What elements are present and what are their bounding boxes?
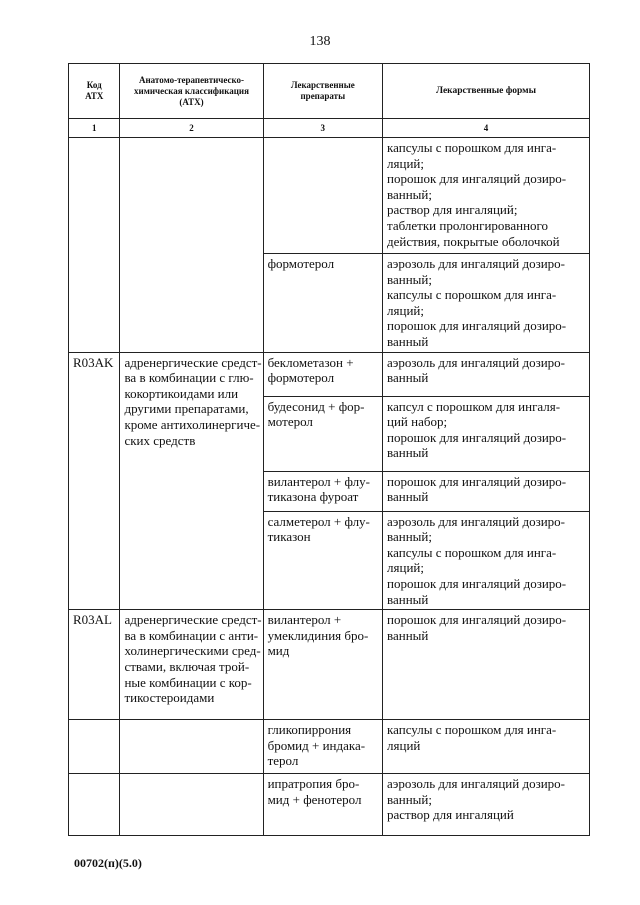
drug-cell (263, 471, 382, 511)
text-line: капсул с порошком для ингаля- (387, 398, 561, 414)
text-line: порошок для ингаляций дозиро- (387, 575, 567, 591)
text-line: ляций; (387, 560, 424, 576)
code-cell: R03AK (69, 352, 120, 610)
classification-cell (120, 138, 263, 353)
text-line: ва в комбинации с глю- (124, 370, 254, 386)
text-line: ванный (387, 489, 429, 505)
text-line: ные комбинации с кор- (124, 674, 252, 690)
text-line: химическая классификация (134, 85, 249, 96)
column-number: 3 (263, 119, 382, 138)
text-line: ских средств (124, 432, 196, 448)
drug-cell (263, 720, 382, 774)
text-line: препараты (300, 91, 346, 101)
header-code-atx (69, 64, 120, 119)
text-line: порошок для ингаляций дозиро- (387, 612, 567, 628)
text-line: мид (267, 643, 290, 659)
text-line: таблетки пролонгированного (387, 217, 549, 233)
text-line: терол (267, 753, 299, 769)
text-line: ванный (387, 445, 429, 461)
text-line: умеклидиния бро- (267, 627, 369, 643)
text-line: порошок для ингаляций дозиро- (387, 171, 567, 187)
text-line: ляций; (387, 155, 424, 171)
page-number: 138 (309, 34, 331, 49)
text-line: ляций; (387, 302, 424, 318)
text-line: тикостероидами (124, 690, 215, 706)
text-line: ванный; (387, 271, 432, 287)
table-row (69, 352, 590, 396)
text-line: Лекарственные (290, 80, 355, 90)
text-line: вилантерол + флу- (267, 473, 370, 489)
text-line: аэрозоль для ингаляций дозиро- (387, 776, 566, 792)
code-cell (69, 720, 120, 774)
classification-cell (120, 720, 263, 774)
drug-cell (263, 774, 382, 836)
text-line: ванный; (387, 791, 432, 807)
code-cell (69, 774, 120, 836)
table-row (69, 610, 590, 720)
text-line: вилантерол + (267, 612, 342, 628)
column-number: 1 (69, 119, 120, 138)
forms-cell (383, 774, 590, 836)
header-drugs (263, 64, 382, 119)
text-line: формотерол (267, 256, 335, 271)
text-line: ва в комбинации с анти- (124, 627, 259, 643)
column-number-row (69, 119, 590, 138)
column-number: 4 (383, 119, 590, 138)
text-line: гликопиррония (267, 722, 352, 738)
text-line: кроме антихолинергиче- (124, 416, 261, 432)
text-line: порошок для ингаляций дозиро- (387, 473, 567, 489)
text-line: аэрозоль для ингаляций дозиро- (387, 513, 566, 529)
text-line: раствор для ингаляций (387, 807, 514, 823)
text-line: будесонид + фор- (267, 398, 365, 414)
forms-cell (383, 254, 590, 353)
text-line: кокортикоидами или (124, 385, 239, 401)
atc-table (68, 63, 590, 836)
table-header-row (69, 64, 590, 119)
drug-cell (263, 138, 382, 254)
column-number: 2 (120, 119, 263, 138)
header-atc-classification (120, 64, 263, 119)
forms-cell (383, 396, 590, 471)
text-line: действия, покрытые оболочкой (387, 233, 560, 249)
text-line: ляций (387, 737, 421, 753)
table-row (69, 774, 590, 836)
text-line: ванный (387, 370, 429, 386)
text-line: тиказона фуроат (267, 489, 359, 505)
text-line: порошок для ингаляций дозиро- (387, 429, 567, 445)
drug-cell (263, 254, 382, 353)
text-line: ипратропия бро- (267, 776, 360, 792)
text-line: ванный (387, 627, 429, 643)
text-line: Код (86, 80, 102, 90)
table-row (69, 138, 590, 254)
text-line: беклометазон + (267, 354, 354, 370)
text-line: ванный (387, 591, 429, 607)
forms-cell (383, 138, 590, 254)
text-line: Лекарственные формы (435, 85, 537, 96)
text-line: капсулы с порошком для инга- (387, 140, 557, 155)
text-line: адренергические средст- (124, 354, 262, 370)
text-line: аэрозоль для ингаляций дозиро- (387, 256, 566, 271)
text-line: капсулы с порошком для инга- (387, 544, 557, 560)
text-line: аэрозоль для ингаляций дозиро- (387, 354, 566, 370)
text-line: ванный; (387, 186, 432, 202)
text-line: мотерол (267, 414, 313, 430)
text-line: другими препаратами, (124, 401, 249, 417)
text-line: капсулы с порошком для инга- (387, 722, 557, 738)
drug-cell (263, 511, 382, 610)
footer-code: 00702(п)(5.0) (74, 856, 142, 870)
text-line: порошок для ингаляций дозиро- (387, 318, 567, 334)
table-row (69, 720, 590, 774)
text-line: салметерол + флу- (267, 513, 370, 529)
classification-cell (120, 610, 263, 720)
text-line: капсулы с порошком для инга- (387, 287, 557, 303)
text-line: адренергические средст- (124, 612, 262, 628)
code-cell: R03AL (69, 610, 120, 720)
text-line: АТХ (85, 91, 104, 101)
text-line: бромид + индака- (267, 737, 366, 753)
classification-cell (120, 352, 263, 610)
forms-cell (383, 610, 590, 720)
classification-cell (120, 774, 263, 836)
text-line: мид + фенотерол (267, 791, 362, 807)
header-dosage-forms (383, 64, 590, 119)
forms-cell (383, 720, 590, 774)
text-line: ций набор; (387, 414, 448, 430)
text-line: ванный (387, 333, 429, 349)
drug-cell (263, 352, 382, 396)
text-line: формотерол (267, 370, 335, 386)
text-line: тиказон (267, 529, 311, 545)
text-line: (АТХ) (179, 96, 204, 107)
forms-cell (383, 352, 590, 396)
text-line: ствами, включая трой- (124, 658, 250, 674)
text-line: Анатомо-терапевтическо- (138, 74, 245, 85)
text-line: ванный; (387, 529, 432, 545)
forms-cell (383, 471, 590, 511)
text-line: холинергическими сред- (124, 643, 261, 659)
drug-cell (263, 610, 382, 720)
forms-cell (383, 511, 590, 610)
text-line: раствор для ингаляций; (387, 202, 518, 218)
code-cell (69, 138, 120, 353)
drug-cell (263, 396, 382, 471)
